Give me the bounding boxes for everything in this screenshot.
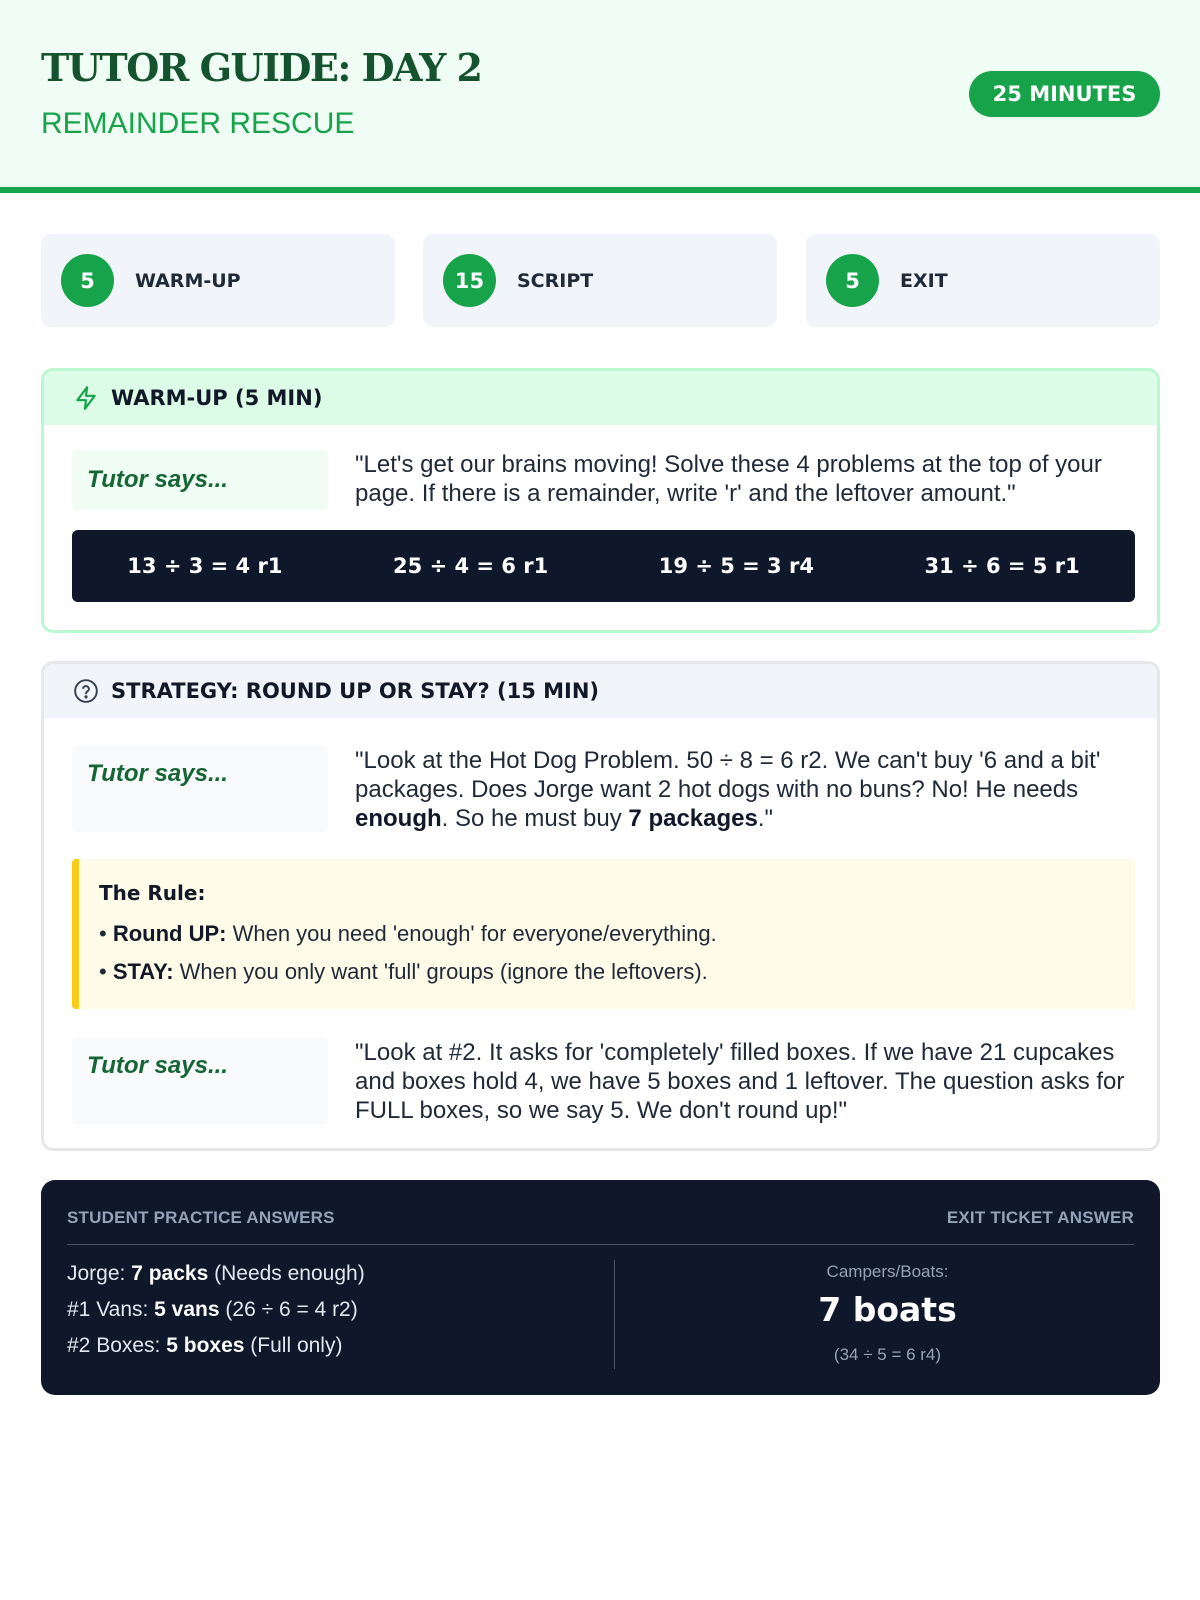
tutor-quote-cupcakes: "Look at #2. It asks for 'completely' filled boxes. If we have 21 cupcakes and boxes hold 4, we have 5 boxes and 1 leftover. The question asks for FULL boxes, so we say 5. We don't round up!" — [355, 1039, 1125, 1124]
question-circle-icon — [72, 677, 100, 705]
step-card-exit — [806, 234, 1160, 327]
step-label: EXIT — [900, 269, 948, 292]
warmup-title: WARM-UP (5 MIN) — [111, 386, 323, 410]
warmup-section — [41, 368, 1160, 633]
warmup-problem: 25 ÷ 4 = 6 r1 — [393, 554, 549, 578]
exit-ticket-value: 7 boats — [818, 1290, 957, 1329]
rule-callout — [72, 859, 1135, 1009]
exit-ticket-heading: EXIT TICKET ANSWER — [946, 1208, 1134, 1227]
warmup-problem: 13 ÷ 3 = 4 r1 — [127, 554, 283, 578]
exit-ticket-calculation: (34 ÷ 5 = 6 r4) — [833, 1345, 942, 1364]
lightning-icon — [72, 384, 100, 412]
duration-badge: 25 MINUTES — [969, 71, 1160, 117]
step-label: SCRIPT — [517, 269, 594, 292]
step-minutes-badge: 5 — [61, 254, 114, 307]
strategy-title: STRATEGY: ROUND UP OR STAY? (15 MIN) — [111, 679, 600, 703]
warmup-problem: 31 ÷ 6 = 5 r1 — [924, 554, 1080, 578]
warmup-problem: 19 ÷ 5 = 3 r4 — [658, 554, 814, 578]
answers-divider — [67, 1244, 1134, 1245]
step-label: WARM-UP — [135, 269, 241, 292]
tutor-says-label: Tutor says... — [72, 1038, 328, 1124]
page-title: TUTOR GUIDE: DAY 2 — [41, 45, 482, 90]
step-minutes-badge: 5 — [826, 254, 879, 307]
answer-line-jorge: Jorge: 7 packs (Needs enough) — [67, 1262, 365, 1285]
rule-title: The Rule: — [99, 881, 206, 905]
strategy-section — [41, 661, 1160, 1151]
tutor-quote-hot-dog: "Look at the Hot Dog Problem. 50 ÷ 8 = 6 r2. We can't buy '6 and a bit' packages. Does Jorge want 2 hot dogs with no buns? No! He needs enough. So he must buy 7 packages." — [355, 747, 1101, 832]
student-answers-heading: STUDENT PRACTICE ANSWERS — [67, 1208, 335, 1227]
tutor-says-label: Tutor says... — [72, 450, 328, 510]
answers-panel — [41, 1180, 1160, 1395]
warmup-problems-bar — [72, 530, 1135, 602]
answer-line-vans: #1 Vans: 5 vans (26 ÷ 6 = 4 r2) — [67, 1298, 358, 1321]
step-card-warmup — [41, 234, 395, 327]
page-subtitle: REMAINDER RESCUE — [41, 107, 355, 140]
rule-stay: • STAY: When you only want 'full' groups (ignore the leftovers). — [99, 959, 708, 984]
warmup-header — [44, 371, 1157, 425]
strategy-header — [44, 664, 1157, 718]
step-card-script — [423, 234, 777, 327]
step-minutes-badge: 15 — [443, 254, 496, 307]
tutor-quote: "Let's get our brains moving! Solve these 4 problems at the top of your page. If there is a remainder, write 'r' and the leftover amount." — [355, 451, 1102, 507]
rule-round-up: • Round UP: When you need 'enough' for everyone/everything. — [99, 921, 717, 946]
exit-ticket-label: Campers/Boats: — [826, 1262, 949, 1281]
answer-line-boxes: #2 Boxes: 5 boxes (Full only) — [67, 1334, 343, 1357]
page-header — [0, 0, 1200, 193]
tutor-says-label: Tutor says... — [72, 746, 328, 832]
